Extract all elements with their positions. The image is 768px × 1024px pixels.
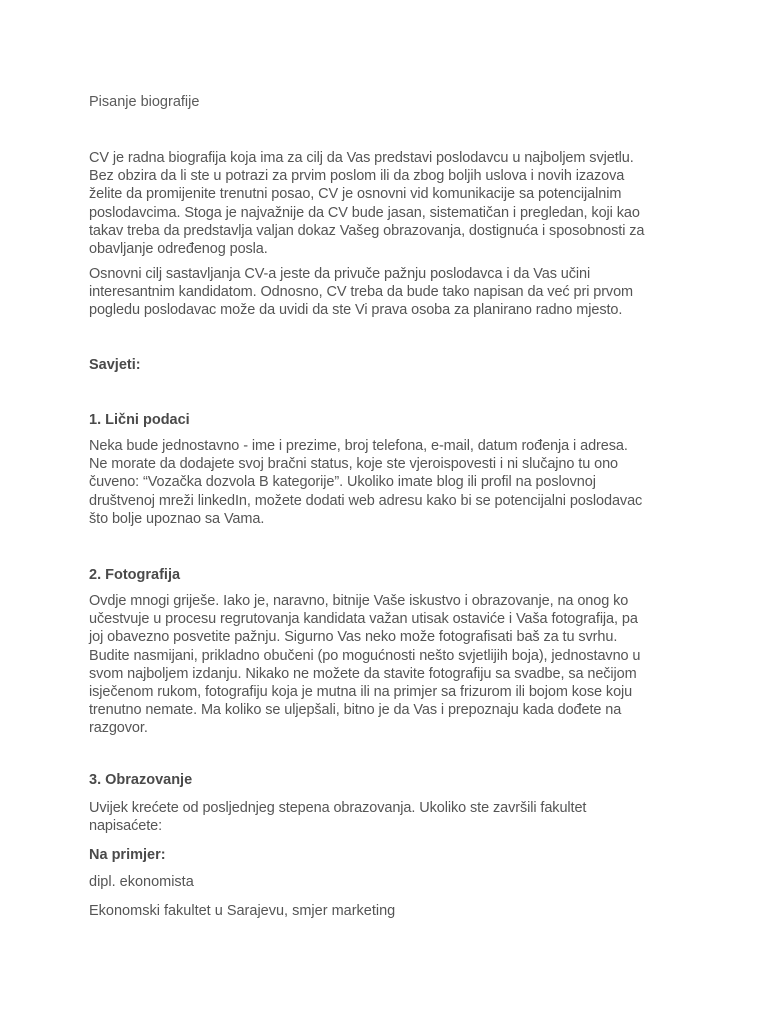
text-line: Neka bude jednostavno - ime i prezime, broj telefona, e-mail, datum rođenja i adresa.: [89, 438, 628, 454]
document-title: Pisanje biografije: [89, 94, 200, 110]
text-line: Osnovni cilj sastavljanja CV-a jeste da privuče pažnju poslodavca i da Vas učini: [89, 266, 591, 282]
example-label: Na primjer:: [89, 847, 166, 863]
intro-paragraph-2: [89, 265, 689, 320]
text-line: Budite nasmijani, prikladno obučeni (po mogućnosti nešto svjetlijih boja), jednostavno u: [89, 647, 641, 664]
text-line: razgovor.: [89, 720, 148, 737]
section-2-paragraph: [89, 592, 689, 738]
tips-heading: Savjeti:: [89, 357, 141, 373]
text-line: trenutno nemate. Ma koliko se uljepšali, bitno je da Vas i prepoznaju kada dođete na: [89, 702, 622, 719]
text-line: joj obavezno posvetite pažnju. Sigurno Vas neko može fotografisati baš za tu svrhu.: [89, 629, 618, 646]
section-2-heading: 2. Fotografija: [89, 567, 181, 583]
text-line: čuveno: “Vozačka dozvola B kategorije”. Ukoliko imate blog ili profil na poslovnoj: [89, 474, 596, 491]
text-line: Bez obzira da li ste u potrazi za prvim poslom ili da zbog boljih uslova i novih izazova: [89, 168, 625, 185]
text-line: Ovdje mnogi griješe. Iako je, naravno, bitnije Vaše iskustvo i obrazovanje, na onog ko: [89, 593, 629, 609]
text-line: pogledu poslodavac može da uvidi da ste Vi prava osoba za planirano radno mjesto.: [89, 302, 623, 319]
text-line: poslodavcima. Stoga je najvažnije da CV bude jasan, sistematičan i pregledan, koji kao: [89, 204, 640, 221]
text-line: isječenom rukom, fotografiju koja je mutna ili na primjer sa frizurom ili bojom kose koju: [89, 684, 633, 701]
text-line: obavljanje određenog posla.: [89, 241, 268, 258]
section-3-paragraph: [89, 799, 689, 835]
text-line: učestvuje u procesu regrutovanja kandidata važan utisak ostaviće i Vaša fotografija, pa: [89, 611, 638, 628]
section-3-heading: 3. Obrazovanje: [89, 772, 193, 788]
intro-paragraph-1: [89, 149, 689, 258]
text-line: Uvijek krećete od posljednjeg stepena obrazovanja. Ukoliko ste završili fakultet: [89, 800, 587, 816]
section-1-paragraph: [89, 437, 689, 528]
text-line: društvenoj mreži linkedIn, možete dodati web adresu kako bi se potencijalni poslodavac: [89, 492, 643, 509]
text-line: napisaćete:: [89, 818, 163, 835]
text-line: takav treba da predstavlja valjan dokaz Vašeg obrazovanja, dostignuća i sposobnosti za: [89, 222, 645, 239]
text-line: želite da promijenite trenutni posao, CV je osnovni vid komunikacije sa potencijalnim: [89, 186, 622, 203]
text-line: Ne morate da dodajete svoj bračni status, koje ste vjeroispovesti i ni slučajno tu ono: [89, 456, 618, 473]
example-line-faculty: Ekonomski fakultet u Sarajevu, smjer marketing: [89, 903, 396, 919]
section-1-heading: 1. Lični podaci: [89, 412, 190, 428]
example-line-degree: dipl. ekonomista: [89, 874, 194, 890]
text-line: svom najboljem izdanju. Nikako ne možete da stavite fotografiju sa svadbe, sa nečijom: [89, 665, 637, 682]
text-line: CV je radna biografija koja ima za cilj da Vas predstavi poslodavcu u najboljem svjetlu.: [89, 150, 634, 166]
text-line: što bolje upoznao sa Vama.: [89, 510, 265, 527]
text-line: interesantnim kandidatom. Odnosno, CV treba da bude tako napisan da već pri prvom: [89, 284, 634, 301]
